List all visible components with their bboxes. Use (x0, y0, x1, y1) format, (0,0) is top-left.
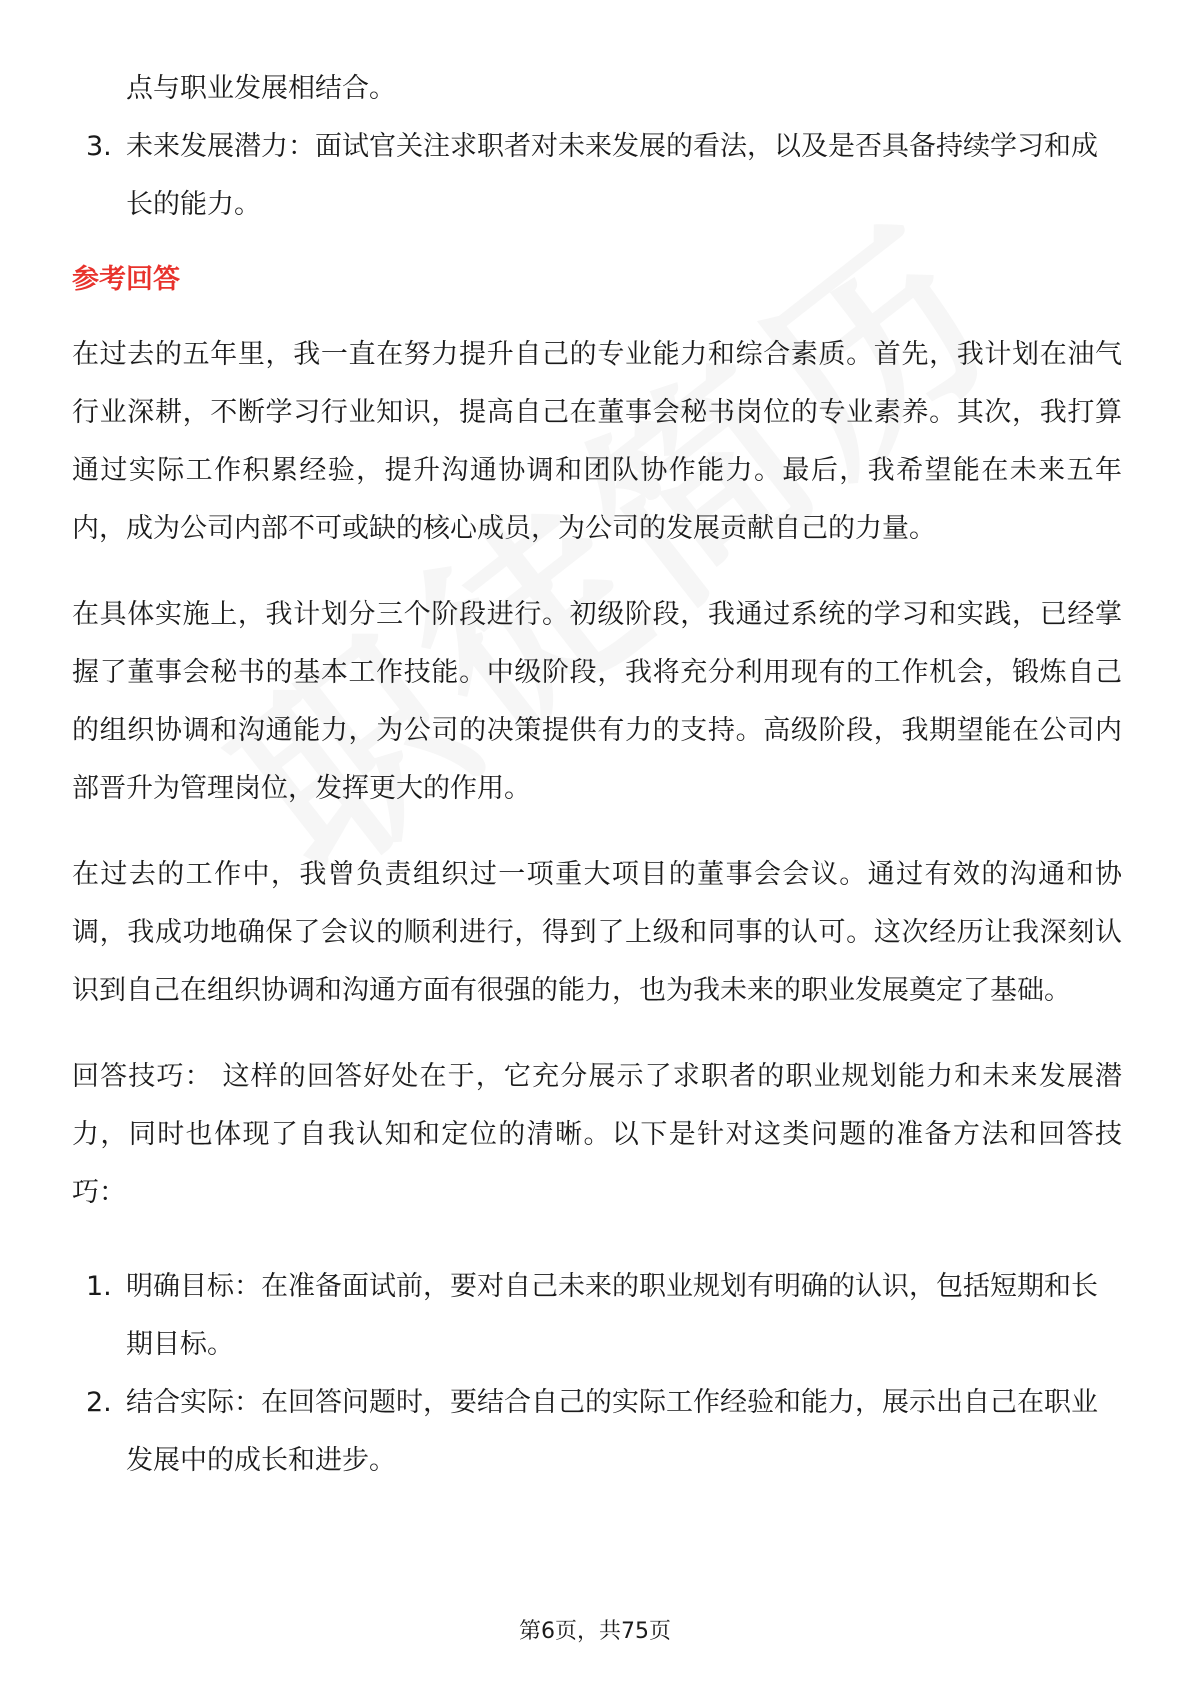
tips-list (72, 1258, 1122, 1490)
answer-paragraph: 在过去的五年里，我一直在努力提升自己的专业能力和综合素质。首先，我计划在油气行业深耕，不断学习行业知识，提高自己在董事会秘书岗位的专业素养。其次，我打算通过实际工作积累经验，提升沟通协调和团队协作能力。最后，我希望能在未来五年内，成为公司内部不可或缺的核心成员，为公司的发展贡献自己的力量。 (72, 339, 1122, 544)
page-footer: 第6页，共75页 (519, 1619, 671, 1644)
list-item (72, 1374, 1122, 1490)
list-item-text: 明确目标：在准备面试前，要对自己未来的职业规划有明确的认识，包括短期和长期目标。 (126, 1271, 1098, 1360)
list-item-number: 1. (86, 1271, 112, 1302)
list-item (72, 1258, 1122, 1374)
section-title: 参考回答 (72, 264, 180, 295)
list-item-number: 3. (86, 131, 112, 162)
list-item-number: 2. (86, 1387, 112, 1418)
answer-paragraph: 在具体实施上，我计划分三个阶段进行。初级阶段，我通过系统的学习和实践，已经掌握了董事会秘书的基本工作技能。中级阶段，我将充分利用现有的工作机会，锻炼自己的组织协调和沟通能力，为公司的决策提供有力的支持。高级阶段，我期望能在公司内部晋升为管理岗位，发挥更大的作用。 (72, 599, 1122, 804)
list-item-text: 未来发展潜力：面试官关注求职者对未来发展的看法，以及是否具备持续学习和成长的能力。 (126, 131, 1098, 220)
list-item-continuation: 点与职业发展相结合。 (126, 73, 396, 104)
list-item (72, 118, 1122, 234)
list-item-text: 结合实际：在回答问题时，要结合自己的实际工作经验和能力，展示出自己在职业发展中的成长和进步。 (126, 1387, 1098, 1476)
answer-tips-paragraph: 回答技巧： 这样的回答好处在于，它充分展示了求职者的职业规划能力和未来发展潜力，同时也体现了自我认知和定位的清晰。以下是针对这类问题的准备方法和回答技巧： (72, 1061, 1122, 1208)
criteria-list (72, 118, 1122, 234)
page-content (72, 60, 1122, 1490)
answer-paragraph: 在过去的工作中，我曾负责组织过一项重大项目的董事会会议。通过有效的沟通和协调，我成功地确保了会议的顺利进行，得到了上级和同事的认可。这次经历让我深刻认识到自己在组织协调和沟通方面有很强的能力，也为我未来的职业发展奠定了基础。 (72, 859, 1122, 1006)
